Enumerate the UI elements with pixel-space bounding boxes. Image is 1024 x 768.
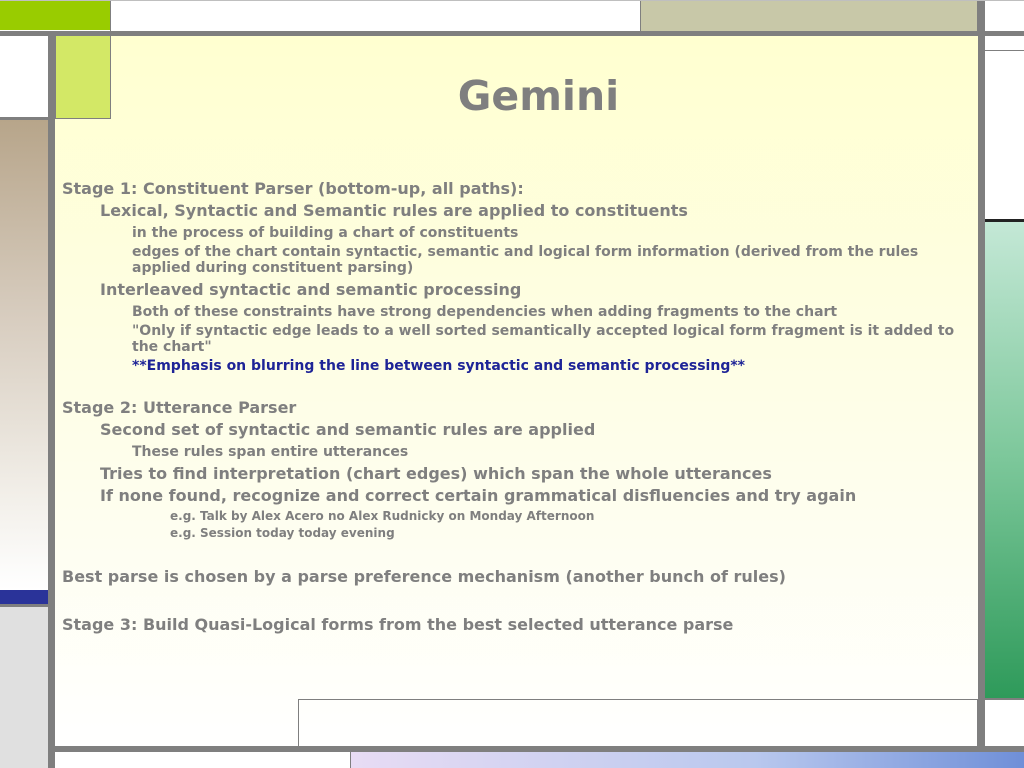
- spacer: [62, 377, 962, 397]
- left-divider-1: [0, 117, 48, 120]
- bullet-stage-1: Stage 1: Constituent Parser (bottom-up, all paths):: [62, 179, 524, 198]
- right-thin-divider: [985, 50, 1024, 51]
- bullet-if-none-found: If none found, recognize and correct certain grammatical disfluencies and try again: [100, 486, 857, 505]
- bullet-stage-3: Stage 3: Build Quasi-Logical forms from the best selected utterance parse: [62, 615, 734, 634]
- right-divider-bottom: [985, 698, 1024, 700]
- top-edge-line: [0, 0, 1024, 1]
- bottom-gradient-bar: [350, 752, 1024, 768]
- bullet-example-1: e.g. Talk by Alex Acero no Alex Rudnicky on Monday Afternoon: [170, 509, 595, 523]
- bullet-tries-interpretation: Tries to find interpretation (chart edges) which span the whole utterances: [100, 464, 772, 483]
- top-thin-divider: [110, 0, 111, 31]
- bullet-quote: "Only if syntactic edge leads to a well sorted semantically accepted logical form fragment is it added to the chart": [132, 323, 955, 355]
- bullet-emphasis: **Emphasis on blurring the line between syntactic and semantic processing**: [132, 358, 745, 374]
- bullet-chart-edges: edges of the chart contain syntactic, semantic and logical form information (derived from the rules applied during constituent parsing): [132, 244, 919, 276]
- left-gray-block: [0, 607, 48, 768]
- spacer: [62, 542, 962, 566]
- bullet-lexical-rules: Lexical, Syntactic and Semantic rules are applied to constituents: [100, 201, 688, 220]
- bullet-constraints: Both of these constraints have strong dependencies when adding fragments to the chart: [132, 304, 838, 320]
- left-tan-block: [0, 120, 48, 590]
- bullet-second-set: Second set of syntactic and semantic rules are applied: [100, 420, 596, 439]
- right-green-block: [985, 222, 1024, 698]
- bullet-example-2: e.g. Session today today evening: [170, 526, 395, 540]
- bullet-best-parse: Best parse is chosen by a parse preference mechanism (another bunch of rules): [62, 567, 786, 586]
- bullet-chart-building: in the process of building a chart of constituents: [132, 225, 519, 241]
- frame-top-line: [0, 31, 1024, 36]
- bottom-outline-box: [298, 699, 978, 747]
- bullet-span-utterances: These rules span entire utterances: [132, 444, 409, 460]
- slide-title: Gemini: [457, 72, 620, 120]
- left-navy-stripe: [0, 590, 48, 604]
- spacer: [62, 588, 962, 614]
- bullet-interleaved: Interleaved syntactic and semantic processing: [100, 280, 522, 299]
- top-left-lime-block: [0, 0, 110, 30]
- bullet-stage-2: Stage 2: Utterance Parser: [62, 398, 297, 417]
- frame-left-line: [48, 31, 55, 768]
- slide-body: [62, 178, 962, 636]
